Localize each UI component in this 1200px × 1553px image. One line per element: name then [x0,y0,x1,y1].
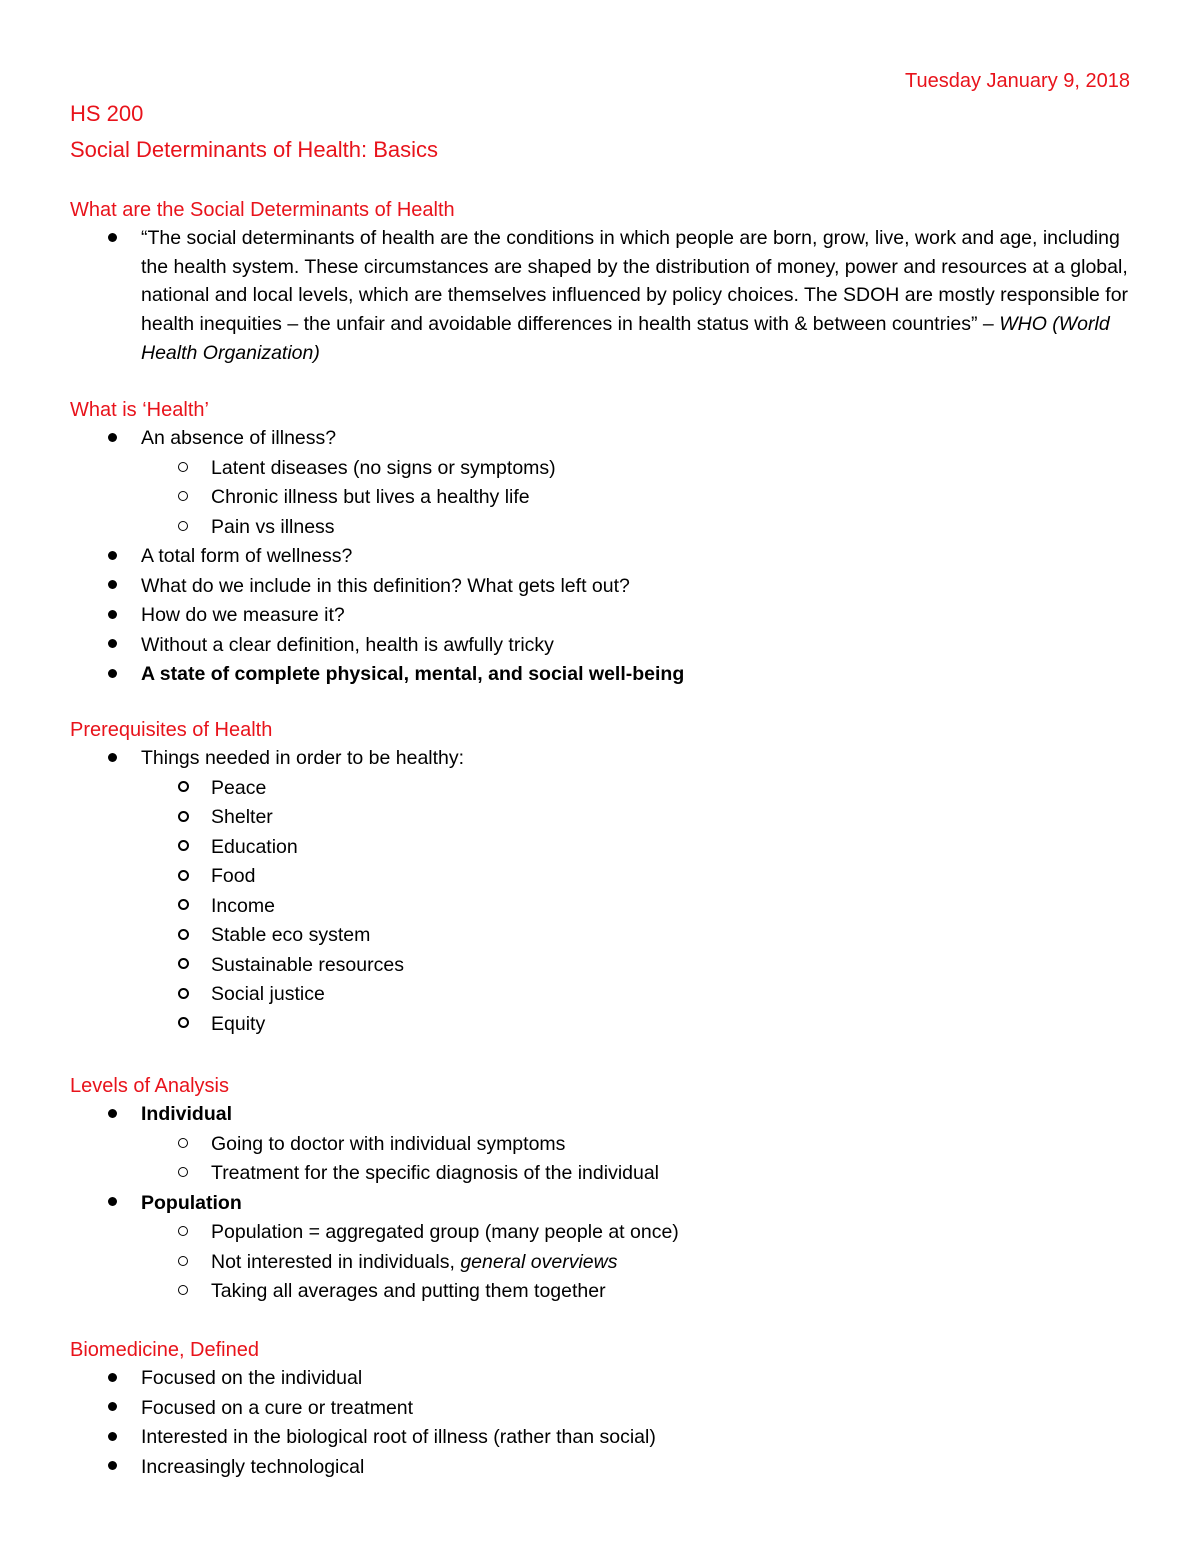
section-heading: What is ‘Health’ [70,399,209,421]
circle-bullet-icon [176,454,190,484]
circle-bullet-icon [176,513,190,543]
list-item [70,1394,1150,1424]
list-item-text: Equity [211,1012,266,1035]
list-item-text: Population = aggregated group (many people at once) [211,1221,679,1243]
list-item-text: How do we measure it? [141,604,345,626]
list-item-text: Without a clear definition, health is awfully tricky [141,633,554,656]
list-item-text: Taking all averages and putting them together [211,1280,606,1302]
circle-bullet-icon [176,921,190,951]
bullet-icon [105,1394,119,1424]
list-item-text: Peace [211,776,267,799]
bullet-icon [105,1453,119,1483]
section-health [70,396,1150,690]
list-item [70,601,1150,631]
sub-list-item [70,1130,1150,1160]
quote-source: WHO (World Health Organization) [141,313,1110,364]
list-item [70,424,1150,454]
bullet-icon [105,660,119,690]
list-item-text: Population [141,1191,242,1214]
section-levels [70,1072,1150,1307]
sub-list-item [70,774,1150,804]
sub-list-item [70,1218,1150,1248]
circle-bullet-icon [176,951,190,981]
list-item-text: Individual [141,1103,233,1125]
who-quote: “The social determinants of health are the conditions in which people are born, grow, live, work and age, including the health system. These circumstances are shaped by the distribution of money, power and resources at a global, national and local levels, which are themselves influenced by policy choices. The SDOH are mostly responsible for health inequities – the unfair and avoidable differences in health status with & between countries” – [141,227,1129,336]
section-prerequisites [70,716,1150,1039]
sub-list-item [70,1159,1150,1189]
list-item-text: Latent diseases (no signs or symptoms) [211,456,556,479]
circle-bullet-icon [176,1159,190,1189]
bullet-icon [105,1423,119,1453]
circle-bullet-icon [176,1248,190,1278]
list-item-text: Interested in the biological root of illness (rather than social) [141,1426,656,1448]
list-item-text: Pain vs illness [211,515,335,538]
bullet-icon [105,224,119,253]
sub-list-item [70,921,1150,951]
list-item-text: Chronic illness but lives a healthy life [211,486,530,508]
bullet-icon [105,1364,119,1394]
list-item [70,660,1150,690]
circle-bullet-icon [176,1218,190,1248]
sub-list-item [70,454,1150,484]
course-code: HS 200 [70,101,144,126]
bullet-icon [105,424,119,454]
section-heading: What are the Social Determinants of Health [70,199,455,221]
section-heading: Prerequisites of Health [70,719,273,741]
list-item-text: A total form of wellness? [141,545,353,567]
section-sdoh [70,196,1150,368]
bullet-icon [105,601,119,631]
sub-list-item [70,1010,1150,1040]
list-item-text: Focused on a cure or treatment [141,1396,414,1419]
list-item-text: A state of complete physical, mental, and social well-being [141,663,685,685]
list-item-text: Food [211,865,256,887]
section-heading: Biomedicine, Defined [70,1339,259,1361]
list-item-text: Shelter [211,806,273,828]
list-item-text: Not interested in individuals, [211,1250,461,1273]
list-item-text: Going to doctor with individual symptoms [211,1132,566,1155]
circle-bullet-icon [176,980,190,1010]
sub-list-item [70,951,1150,981]
list-item-text: Sustainable resources [211,953,404,976]
circle-bullet-icon [176,862,190,892]
section-heading: Levels of Analysis [70,1075,229,1097]
list-item [70,572,1150,602]
list-item-text: Increasingly technological [141,1455,365,1478]
list-item-text: Focused on the individual [141,1367,363,1389]
list-item [70,631,1150,661]
sub-list-item [70,483,1150,513]
list-item-text: What do we include in this definition? What gets left out? [141,574,630,597]
bullet-icon [105,744,119,774]
list-item-text: Things needed in order to be healthy: [141,747,465,769]
bullet-icon [105,1100,119,1130]
list-item [70,542,1150,572]
section-biomedicine [70,1336,1150,1482]
bullet-icon [105,572,119,602]
page-title: Social Determinants of Health: Basics [70,137,439,162]
bullet-icon [105,542,119,572]
list-item-text: Education [211,835,298,858]
sub-list-item [70,803,1150,833]
sub-list-item [70,892,1150,922]
list-item-text: Income [211,894,275,917]
sub-list-item [70,513,1150,543]
circle-bullet-icon [176,803,190,833]
circle-bullet-icon [176,892,190,922]
circle-bullet-icon [176,1277,190,1307]
sub-list-item [70,1248,1150,1278]
list-item-text: Treatment for the specific diagnosis of the individual [211,1162,660,1184]
list-item-text: Stable eco system [211,924,371,946]
circle-bullet-icon [176,1010,190,1040]
list-item [70,744,1150,774]
list-item [70,1189,1150,1219]
bullet-icon [105,631,119,661]
list-item [70,1100,1150,1130]
list-item [70,1453,1150,1483]
sub-list-item [70,833,1150,863]
sub-list-item [70,980,1150,1010]
list-item-italic-text: general overviews [460,1250,618,1273]
circle-bullet-icon [176,1130,190,1160]
list-item [70,224,1150,368]
circle-bullet-icon [176,483,190,513]
sub-list-item [70,1277,1150,1307]
circle-bullet-icon [176,774,190,804]
circle-bullet-icon [176,833,190,863]
bullet-icon [105,1189,119,1219]
sub-list-item [70,862,1150,892]
list-item [70,1423,1150,1453]
list-item-text: An absence of illness? [141,427,337,449]
list-item-text: Social justice [211,983,325,1005]
list-item [70,1364,1150,1394]
document-date: Tuesday January 9, 2018 [905,70,1130,92]
